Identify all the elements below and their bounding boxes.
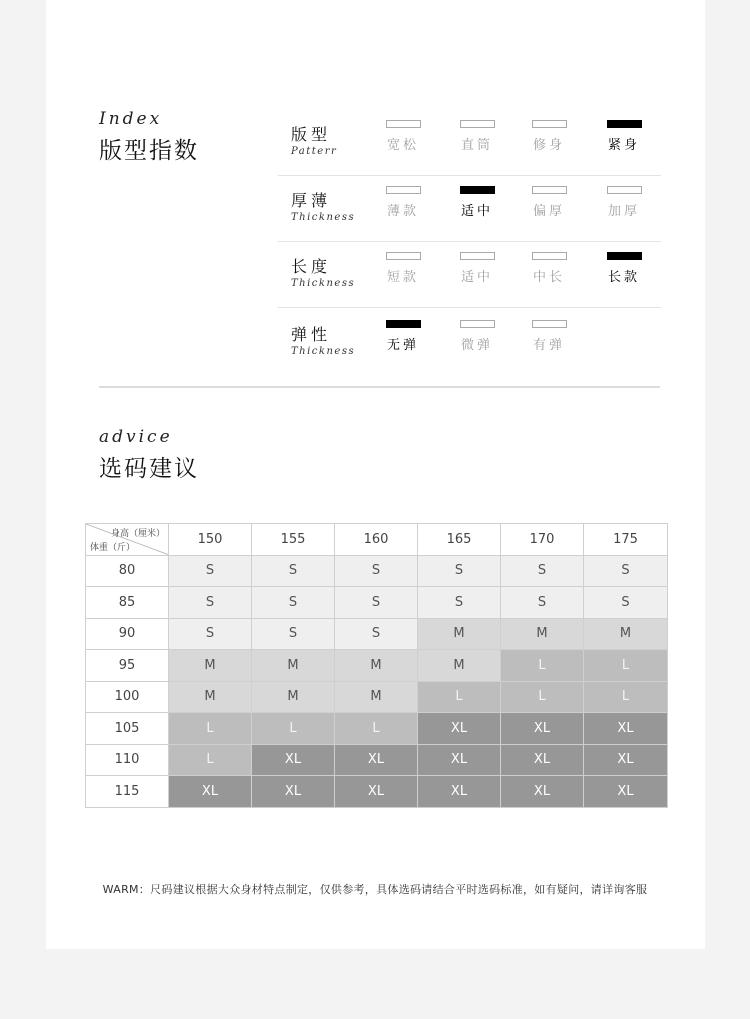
size-cell: S: [335, 618, 418, 650]
size-cell: XL: [335, 744, 418, 776]
index-option: [524, 120, 574, 153]
size-cell: XL: [418, 744, 501, 776]
index-row-name-en: Thickness: [291, 346, 356, 357]
option-indicator: [607, 186, 642, 194]
size-cell: XL: [584, 713, 668, 745]
weight-header: 100: [86, 681, 169, 713]
size-cell: XL: [501, 776, 584, 808]
index-row-name: 版型: [291, 125, 332, 144]
height-header: 175: [584, 524, 668, 556]
index-option: [524, 252, 574, 285]
index-option: [599, 186, 649, 219]
index-row-name-en: Thickness: [291, 278, 356, 289]
weight-header: 95: [86, 650, 169, 682]
size-cell: M: [169, 650, 252, 682]
option-label: 薄款: [386, 204, 419, 219]
option-label: 偏厚: [532, 204, 565, 219]
size-cell: S: [252, 587, 335, 619]
size-cell: XL: [169, 776, 252, 808]
size-cell: XL: [335, 776, 418, 808]
option-indicator: [386, 252, 421, 260]
option-label: 有弹: [532, 338, 565, 353]
size-cell: L: [335, 713, 418, 745]
size-cell: S: [335, 555, 418, 587]
height-header: 150: [169, 524, 252, 556]
size-cell: S: [501, 587, 584, 619]
index-option: [524, 320, 574, 353]
advice-title-en: advice: [99, 427, 173, 447]
height-header: 160: [335, 524, 418, 556]
size-cell: XL: [252, 776, 335, 808]
size-cell: L: [501, 681, 584, 713]
table-row: [86, 681, 668, 713]
size-header-row: [86, 524, 668, 556]
advice-title-cn: 选码建议: [99, 456, 199, 482]
option-label: 适中: [460, 270, 493, 285]
size-cell: M: [418, 618, 501, 650]
option-indicator: [607, 120, 642, 128]
option-indicator: [460, 120, 495, 128]
index-option: [378, 120, 428, 153]
size-cell: S: [169, 555, 252, 587]
index-option: [452, 252, 502, 285]
index-option: [452, 120, 502, 153]
size-cell: L: [252, 713, 335, 745]
height-header: 155: [252, 524, 335, 556]
option-indicator: [460, 186, 495, 194]
option-label: 宽松: [386, 138, 419, 153]
index-row: [278, 109, 661, 176]
option-label: 无弹: [386, 338, 419, 353]
size-cell: XL: [252, 744, 335, 776]
option-indicator: [460, 320, 495, 328]
height-axis-label: 身高（厘米）: [110, 529, 165, 539]
option-indicator: [460, 252, 495, 260]
weight-header: 80: [86, 555, 169, 587]
table-row: [86, 555, 668, 587]
size-cell: M: [335, 681, 418, 713]
size-cell: L: [169, 713, 252, 745]
size-cell: M: [418, 650, 501, 682]
option-label: 修身: [532, 138, 565, 153]
table-row: [86, 744, 668, 776]
size-cell: L: [501, 650, 584, 682]
size-cell: S: [252, 555, 335, 587]
height-header: 165: [418, 524, 501, 556]
size-cell: L: [169, 744, 252, 776]
index-row: [278, 309, 661, 375]
index-row-name-en: Thickness: [291, 212, 356, 223]
table-row: [86, 713, 668, 745]
size-cell: S: [252, 618, 335, 650]
size-cell: XL: [501, 713, 584, 745]
index-option: [599, 120, 649, 153]
size-cell: L: [418, 681, 501, 713]
option-indicator: [532, 320, 567, 328]
index-option: [452, 320, 502, 353]
size-cell: L: [584, 681, 668, 713]
option-indicator: [532, 186, 567, 194]
size-cell: L: [584, 650, 668, 682]
option-label: 适中: [460, 204, 493, 219]
index-option: [378, 186, 428, 219]
index-option: [378, 320, 428, 353]
size-cell: M: [252, 681, 335, 713]
index-option: [599, 252, 649, 285]
index-row: [278, 175, 661, 242]
size-cell: S: [169, 618, 252, 650]
table-row: [86, 776, 668, 808]
weight-header: 105: [86, 713, 169, 745]
table-row: [86, 650, 668, 682]
weight-header: 110: [86, 744, 169, 776]
size-cell: S: [418, 587, 501, 619]
option-indicator: [386, 320, 421, 328]
table-row: [86, 587, 668, 619]
index-row-name-en: Patterr: [291, 146, 338, 157]
option-label: 加厚: [607, 204, 640, 219]
size-cell: S: [501, 555, 584, 587]
size-cell: M: [252, 650, 335, 682]
option-label: 中长: [532, 270, 565, 285]
size-cell: S: [584, 587, 668, 619]
size-cell: XL: [584, 776, 668, 808]
size-cell: XL: [418, 776, 501, 808]
size-cell: S: [584, 555, 668, 587]
size-chart-table: [85, 523, 668, 808]
option-label: 直筒: [460, 138, 493, 153]
warm-note: WARM：尺码建议根据大众身材特点制定，仅供参考，具体选码请结合平时选码标准，如有疑问，请详询客服: [102, 883, 648, 896]
index-row: [278, 241, 661, 308]
table-row: [86, 618, 668, 650]
index-row-name: 弹性: [291, 325, 332, 344]
index-option: [378, 252, 428, 285]
section-divider: [99, 386, 660, 388]
option-indicator: [532, 252, 567, 260]
size-cell: XL: [418, 713, 501, 745]
option-label: 短款: [386, 270, 419, 285]
size-cell: M: [501, 618, 584, 650]
index-title-en: Index: [99, 109, 163, 129]
size-cell: M: [584, 618, 668, 650]
option-indicator: [607, 252, 642, 260]
option-indicator: [532, 120, 567, 128]
index-option: [452, 186, 502, 219]
table-corner: [86, 524, 169, 556]
height-header: 170: [501, 524, 584, 556]
option-indicator: [386, 120, 421, 128]
index-title-cn: 版型指数: [99, 138, 199, 164]
size-cell: M: [335, 650, 418, 682]
size-cell: XL: [584, 744, 668, 776]
size-cell: XL: [501, 744, 584, 776]
size-cell: M: [169, 681, 252, 713]
size-cell: S: [169, 587, 252, 619]
index-row-name: 厚薄: [291, 191, 332, 210]
option-indicator: [386, 186, 421, 194]
index-row-name: 长度: [291, 257, 332, 276]
weight-header: 90: [86, 618, 169, 650]
index-option: [524, 186, 574, 219]
option-label: 紧身: [607, 138, 640, 153]
weight-axis-label: 体重（斤）: [90, 542, 136, 553]
weight-header: 85: [86, 587, 169, 619]
weight-header: 115: [86, 776, 169, 808]
size-cell: S: [418, 555, 501, 587]
size-cell: S: [335, 587, 418, 619]
option-label: 长款: [607, 270, 640, 285]
option-label: 微弹: [460, 338, 493, 353]
